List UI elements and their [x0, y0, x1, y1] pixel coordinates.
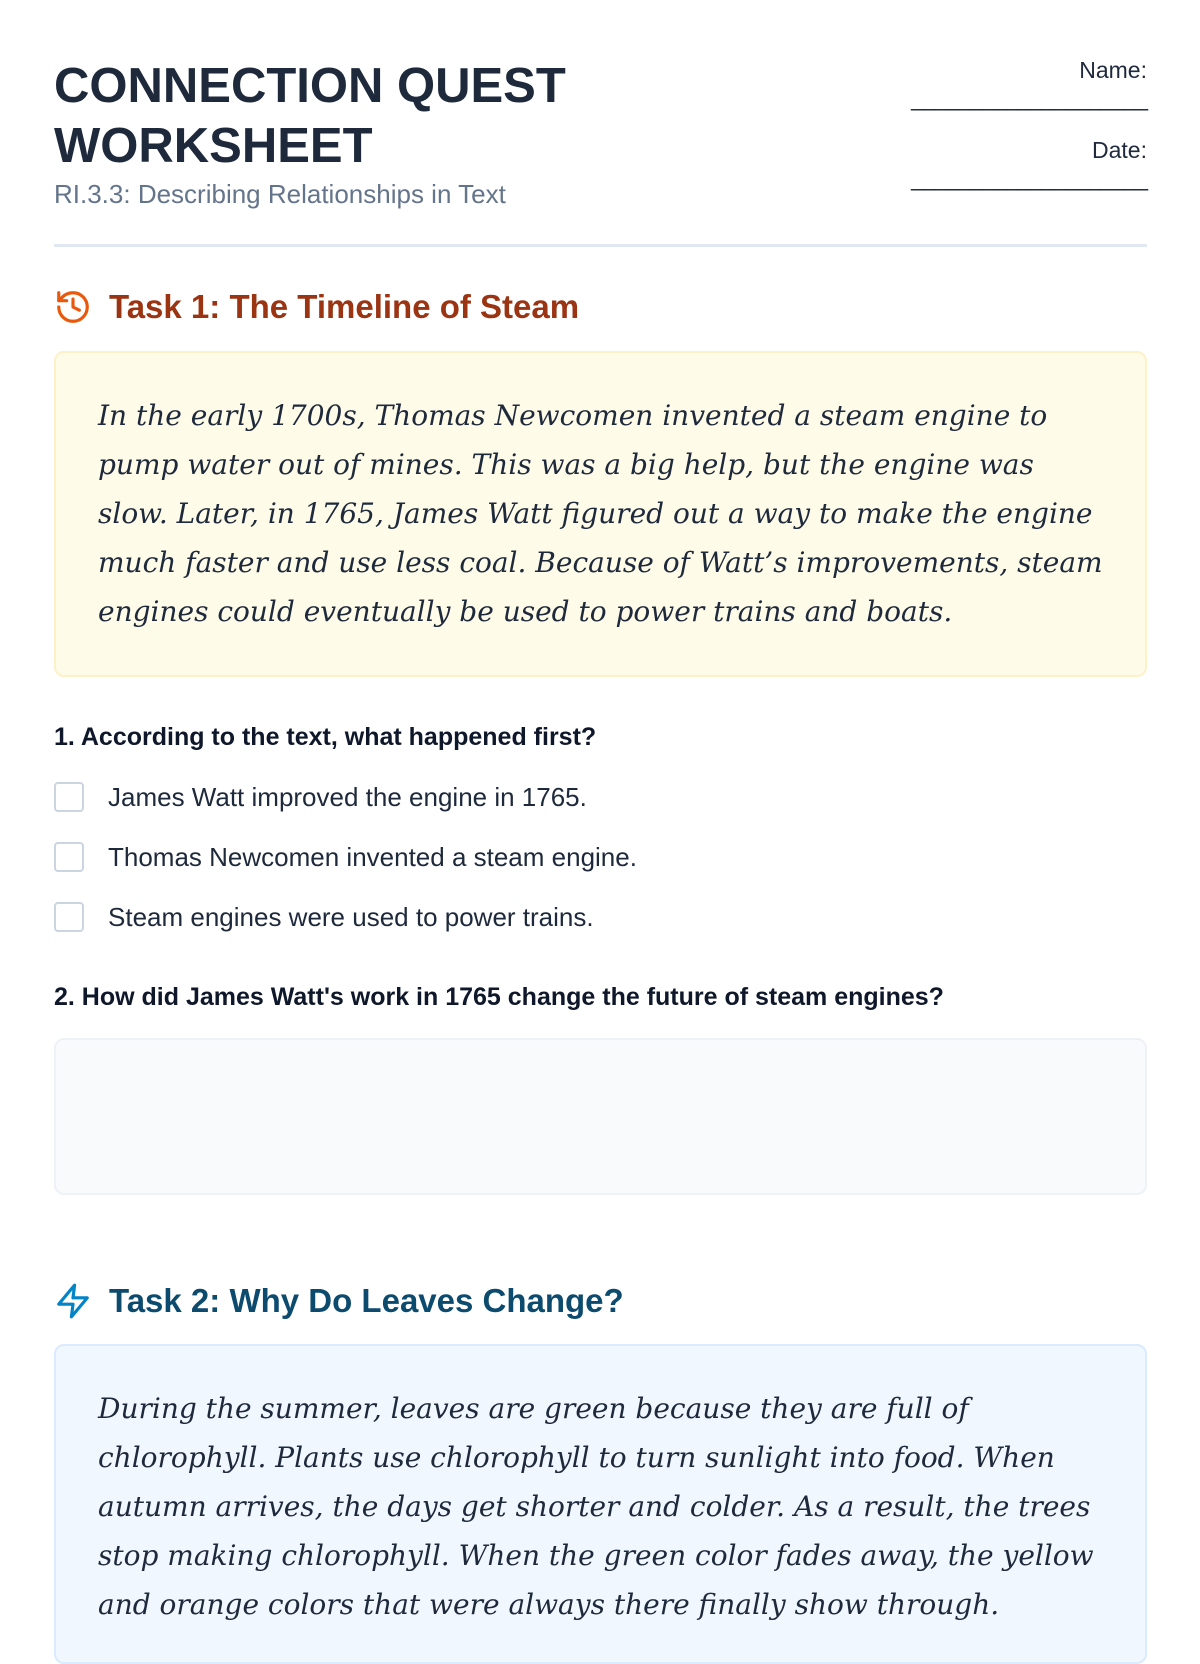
task2-passage-text: During the summer, leaves are green because they are full of chlorophyll. Plants use chlorophyll to turn sunlight into food. When autumn arrives, the days get shorter and colder. As a result, the trees stop making chlorophyll. When the green color fades away, the yellow and orange colors that were always there finally show through. [98, 1392, 1094, 1621]
standard-subtitle: RI.3.3: Describing Relationships in Text [54, 179, 506, 209]
name-line[interactable]: ____________________ [911, 85, 1147, 111]
question-2: 2. How did James Watt's work in 1765 change the future of steam engines? [54, 983, 944, 1011]
title-line-1: CONNECTION QUEST [54, 59, 566, 113]
date-field [911, 136, 1147, 192]
worksheet-header [54, 0, 1147, 247]
task2-heading: Task 2: Why Do Leaves Change? [109, 1282, 624, 1319]
lightning-icon [54, 1282, 92, 1320]
task2-heading-row [54, 1281, 624, 1321]
answer-option[interactable] [54, 900, 594, 934]
option-checkbox[interactable] [54, 842, 84, 872]
option-label: James Watt improved the engine in 1765. [108, 781, 587, 812]
history-icon [54, 288, 92, 326]
option-checkbox[interactable] [54, 902, 84, 932]
answer-option[interactable] [54, 780, 587, 814]
task1-heading: Task 1: The Timeline of Steam [109, 288, 580, 325]
date-line[interactable]: ____________________ [911, 165, 1147, 191]
task1-heading-row [54, 287, 579, 327]
title-line-2: WORKSHEET [54, 119, 373, 173]
answer-option[interactable] [54, 840, 637, 874]
task2-passage [54, 1344, 1147, 1664]
page-title [54, 56, 566, 176]
task1-passage [54, 351, 1147, 677]
date-label: Date: [1092, 137, 1147, 163]
option-label: Thomas Newcomen invented a steam engine. [108, 841, 637, 872]
answer-box[interactable] [54, 1038, 1147, 1195]
question-1: 1. According to the text, what happened first? [54, 723, 597, 751]
worksheet-page [54, 0, 1147, 1621]
option-checkbox[interactable] [54, 782, 84, 812]
name-label: Name: [1079, 57, 1147, 83]
task1-passage-text: In the early 1700s, Thomas Newcomen invented a steam engine to pump water out of mines. This was a big help, but the engine was slow. Later, in 1765, James Watt figured out a way to make the engine much faster and use less coal. Because of Watt’s improvements, steam engines could eventually be used to power trains and boats. [98, 399, 1103, 628]
option-label: Steam engines were used to power trains. [108, 901, 594, 932]
name-field [911, 56, 1147, 112]
